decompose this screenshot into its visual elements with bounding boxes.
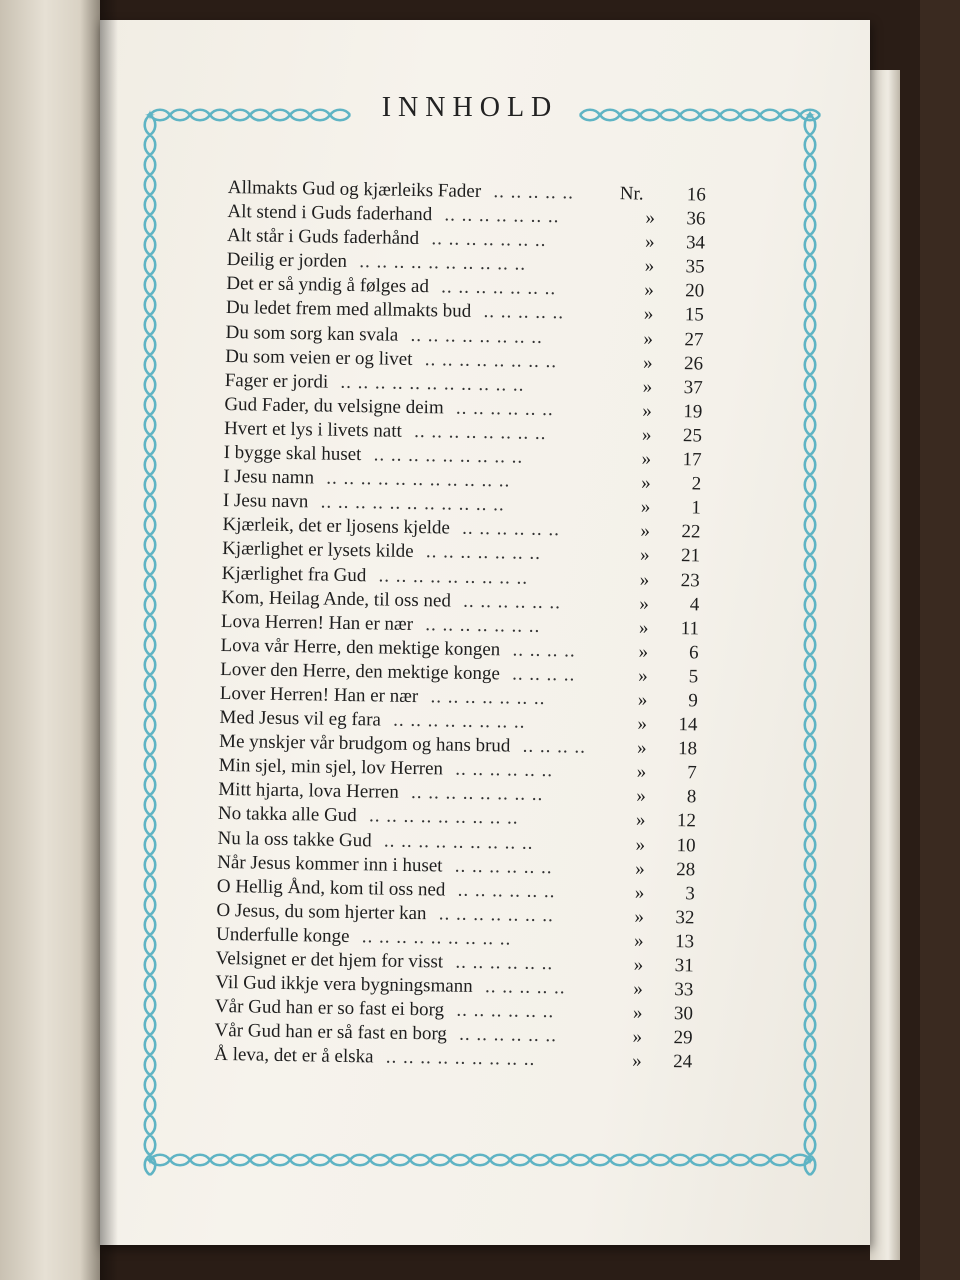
entry-number: 22 [681,521,701,543]
dot-leader: .. .. .. .. .. .. .. [430,686,546,710]
entry-number: 3 [685,882,695,905]
border-left [145,115,150,1175]
entry-number: 16 [686,184,706,206]
entry-title: Det er så yndig å følges ad [226,273,430,298]
entry-marker: » [642,400,653,422]
dot-leader: .. .. .. .. .. .. .. .. .. [361,926,512,950]
corner-star-ornament: ✦ [804,108,816,124]
entry-number: 28 [676,858,696,881]
dot-leader: .. .. .. .. .. .. .. .. .. .. .. [326,467,511,492]
dot-leader: .. .. .. .. .. .. .. .. [414,420,547,444]
entry-number: 35 [685,256,705,278]
entry-marker: » [633,954,644,976]
entry-number: 5 [688,666,699,688]
dot-leader: .. .. .. .. .. .. [459,1024,558,1047]
entry-number: 37 [683,376,703,399]
entry-number: 31 [674,955,694,977]
entry-title: Du som sorg kan svala [225,321,399,346]
entry-marker: » [632,1002,643,1024]
entry-title: Hvert et lys i livets natt [223,417,403,442]
entry-title: I Jesu navn [222,490,309,513]
entry-title: Når Jesus kommer inn i huset [217,851,443,877]
entry-number: 18 [677,738,698,760]
corner-star-ornament: ✦ [804,1153,816,1169]
entry-title: Lover Herren! Han er nær [219,682,419,708]
dot-leader: .. .. .. .. .. .. .. [431,228,547,252]
entry-marker: » [643,328,654,350]
entry-marker: » [634,906,645,928]
entry-marker: » [644,255,655,277]
entry-marker: » [645,207,656,229]
entry-title: Vil Gud ikkje vera bygningsmann [215,971,473,998]
entry-marker: » [644,279,654,302]
border-bottom [150,1160,810,1165]
dot-leader: .. .. .. .. .. .. .. .. .. .. .. [320,491,505,516]
entry-marker: » [639,569,650,591]
dot-leader: .. .. .. .. .. .. .. .. .. [368,805,519,830]
dot-leader: .. .. .. .. .. .. .. .. .. [378,564,529,589]
entry-number: 2 [691,473,702,495]
entry-marker: » [639,544,650,567]
entry-title: O Jesus, du som hjerter kan [216,899,427,925]
entry-marker: » [641,424,652,446]
entry-marker: » [635,809,646,832]
entry-title: Kjærleik, det er ljosens kjelde [222,514,451,539]
entry-marker: Nr. [619,183,644,205]
entry-number: 8 [686,786,697,808]
dot-leader: .. .. .. .. .. .. [463,590,562,613]
dot-leader: .. .. .. .. .. [484,976,566,999]
entry-title: Alt står i Guds faderhånd [226,225,420,250]
entry-number: 19 [683,401,703,423]
entry-title: No takka alle Gud [217,803,357,827]
entry-marker: » [637,689,648,711]
entry-number: 33 [674,979,694,1001]
border-bottom [150,1155,810,1160]
entry-number: 25 [682,425,703,447]
entry-number: 26 [683,352,704,375]
entry-marker: » [638,665,648,687]
entry-marker: » [631,1050,642,1072]
entry-title: Mitt hjarta, lova Herren [218,779,399,804]
border-right [805,115,810,1175]
entry-number: 36 [686,208,706,230]
dot-leader: .. .. .. .. .. .. .. .. .. [383,830,534,854]
entry-title: I bygge skal huset [223,441,362,466]
entry-number: 12 [676,810,697,832]
entry-number: 30 [673,1003,694,1025]
entry-number: 13 [674,931,695,953]
entry-number: 20 [685,280,705,302]
entry-number: 24 [672,1051,693,1073]
entry-number: 6 [688,642,699,664]
dot-leader: .. .. .. .. .. .. [455,758,554,782]
entry-title: Vår Gud han er so fast ei borg [214,996,445,1021]
dot-leader: .. .. .. .. .. .. .. .. [393,709,526,733]
entry-marker: » [635,834,646,856]
border-left [150,115,155,1175]
entry-marker: » [641,448,652,470]
entry-number: 1 [691,497,702,519]
entry-title: Du ledet frem med allmakts bud [225,297,472,323]
dot-leader: .. .. .. .. .. [493,181,575,204]
entry-number: 29 [673,1027,693,1049]
dot-leader: .. .. .. .. .. .. .. .. [410,782,544,806]
entry-number: 10 [676,834,696,856]
entry-marker: » [640,520,651,542]
entry-number: 7 [687,762,697,784]
entry-marker: » [643,304,654,326]
entry-marker: » [639,593,650,615]
dot-leader: .. .. .. .. .. .. [455,951,554,975]
entry-title: Å leva, det er å elska [214,1044,374,1068]
entry-title: Velsignet er det hjem for visst [215,947,444,973]
entry-number: 32 [675,906,695,929]
entry-marker: » [634,882,645,904]
entry-number: 34 [685,232,706,254]
dot-leader: .. .. .. .. .. [483,301,565,324]
entry-marker: » [638,617,649,639]
entry-marker: » [637,713,648,735]
dot-leader: .. .. .. .. .. .. [455,397,554,420]
dot-leader: .. .. .. .. .. .. [456,999,555,1023]
entry-marker: » [644,231,655,253]
dot-leader: .. .. .. .. .. .. [457,879,556,902]
entry-number: 14 [678,714,698,736]
entry-title: Kom, Heilag Ande, til oss ned [221,586,452,612]
entry-title: Fager er jordi [224,369,329,393]
entry-number: 11 [680,617,700,640]
entry-title: Nu la oss takke Gud [217,827,372,851]
dot-leader: .. .. .. .. .. .. .. [444,204,560,228]
dot-leader: .. .. .. .. .. .. .. .. .. [385,1046,536,1071]
entry-title: Lova vår Herre, den mektige kongen [220,634,501,661]
entry-marker: » [632,1026,643,1048]
entry-title: Gud Fader, du velsigne deim [224,393,444,419]
dot-leader: .. .. .. .. [522,735,587,758]
table-of-contents [214,177,728,1076]
border-right [810,115,815,1175]
entry-title: Lova Herren! Han er nær [220,610,414,635]
dot-leader: .. .. .. .. .. .. .. .. .. .. [359,251,527,275]
dot-leader: .. .. .. .. .. .. .. [425,541,542,565]
entry-number: 4 [689,593,700,616]
entry-title: O Hellig Ånd, kom til oss ned [216,875,446,901]
entry-number: 23 [680,569,700,591]
dot-leader: .. .. .. .. .. .. .. [438,903,554,927]
entry-title: Underfulle konge [215,923,350,947]
dot-leader: .. .. .. .. [512,639,576,662]
entry-marker: » [641,472,651,494]
entry-marker: » [636,761,647,783]
dot-leader: .. .. .. .. .. .. .. [425,613,541,637]
dot-leader: .. .. .. .. .. .. .. .. .. .. .. [340,371,525,396]
entry-title: Med Jesus vil eg fara [219,706,382,731]
corner-star-ornament: ✦ [144,1153,156,1169]
entry-marker: » [636,737,647,759]
corner-star-ornament: ✦ [144,108,156,124]
dot-leader: .. .. .. .. .. .. [462,518,561,541]
dot-leader: .. .. .. .. .. .. .. .. [424,348,558,372]
entry-title: Min sjel, min sjel, lov Herren [218,755,444,780]
entry-marker: » [640,496,651,518]
entry-title: Alt stend i Guds faderhand [227,201,433,226]
dot-leader: .. .. .. .. .. .. .. .. .. [373,444,524,468]
entry-marker: » [636,785,646,807]
entry-title: Kjærlighet er lysets kilde [221,538,414,563]
entry-title: Allmakts Gud og kjærleiks Fader [227,177,482,202]
entry-marker: » [638,641,649,663]
entry-marker: » [633,978,643,1000]
dot-leader: .. .. .. .. [511,663,576,686]
entry-title: Me ynskjer vår brudgom og hans brud [218,731,511,757]
entry-number: 15 [684,304,705,326]
entry-marker: » [635,858,645,880]
entry-marker: » [642,376,653,398]
entry-number: 21 [680,545,701,567]
entry-number: 27 [684,328,704,351]
dot-leader: .. .. .. .. .. .. .. [441,276,557,300]
entry-marker: » [642,352,653,374]
entry-title: Kjærlighet fra Gud [221,562,367,586]
entry-title: Lover den Herre, den mektige konge [220,658,501,685]
page-title: INNHOLD [381,92,559,123]
entry-number: 17 [682,449,702,471]
dot-leader: .. .. .. .. .. .. .. .. [410,324,544,348]
entry-marker: » [633,930,644,952]
entry-title: Du som veien er og livet [225,345,413,370]
entry-title: Deilig er jorden [226,249,348,273]
entry-title: I Jesu namn [223,466,315,489]
entry-number: 9 [688,690,698,712]
entry-title: Vår Gud han er så fast en borg [214,1020,448,1045]
dot-leader: .. .. .. .. .. .. [454,855,553,878]
